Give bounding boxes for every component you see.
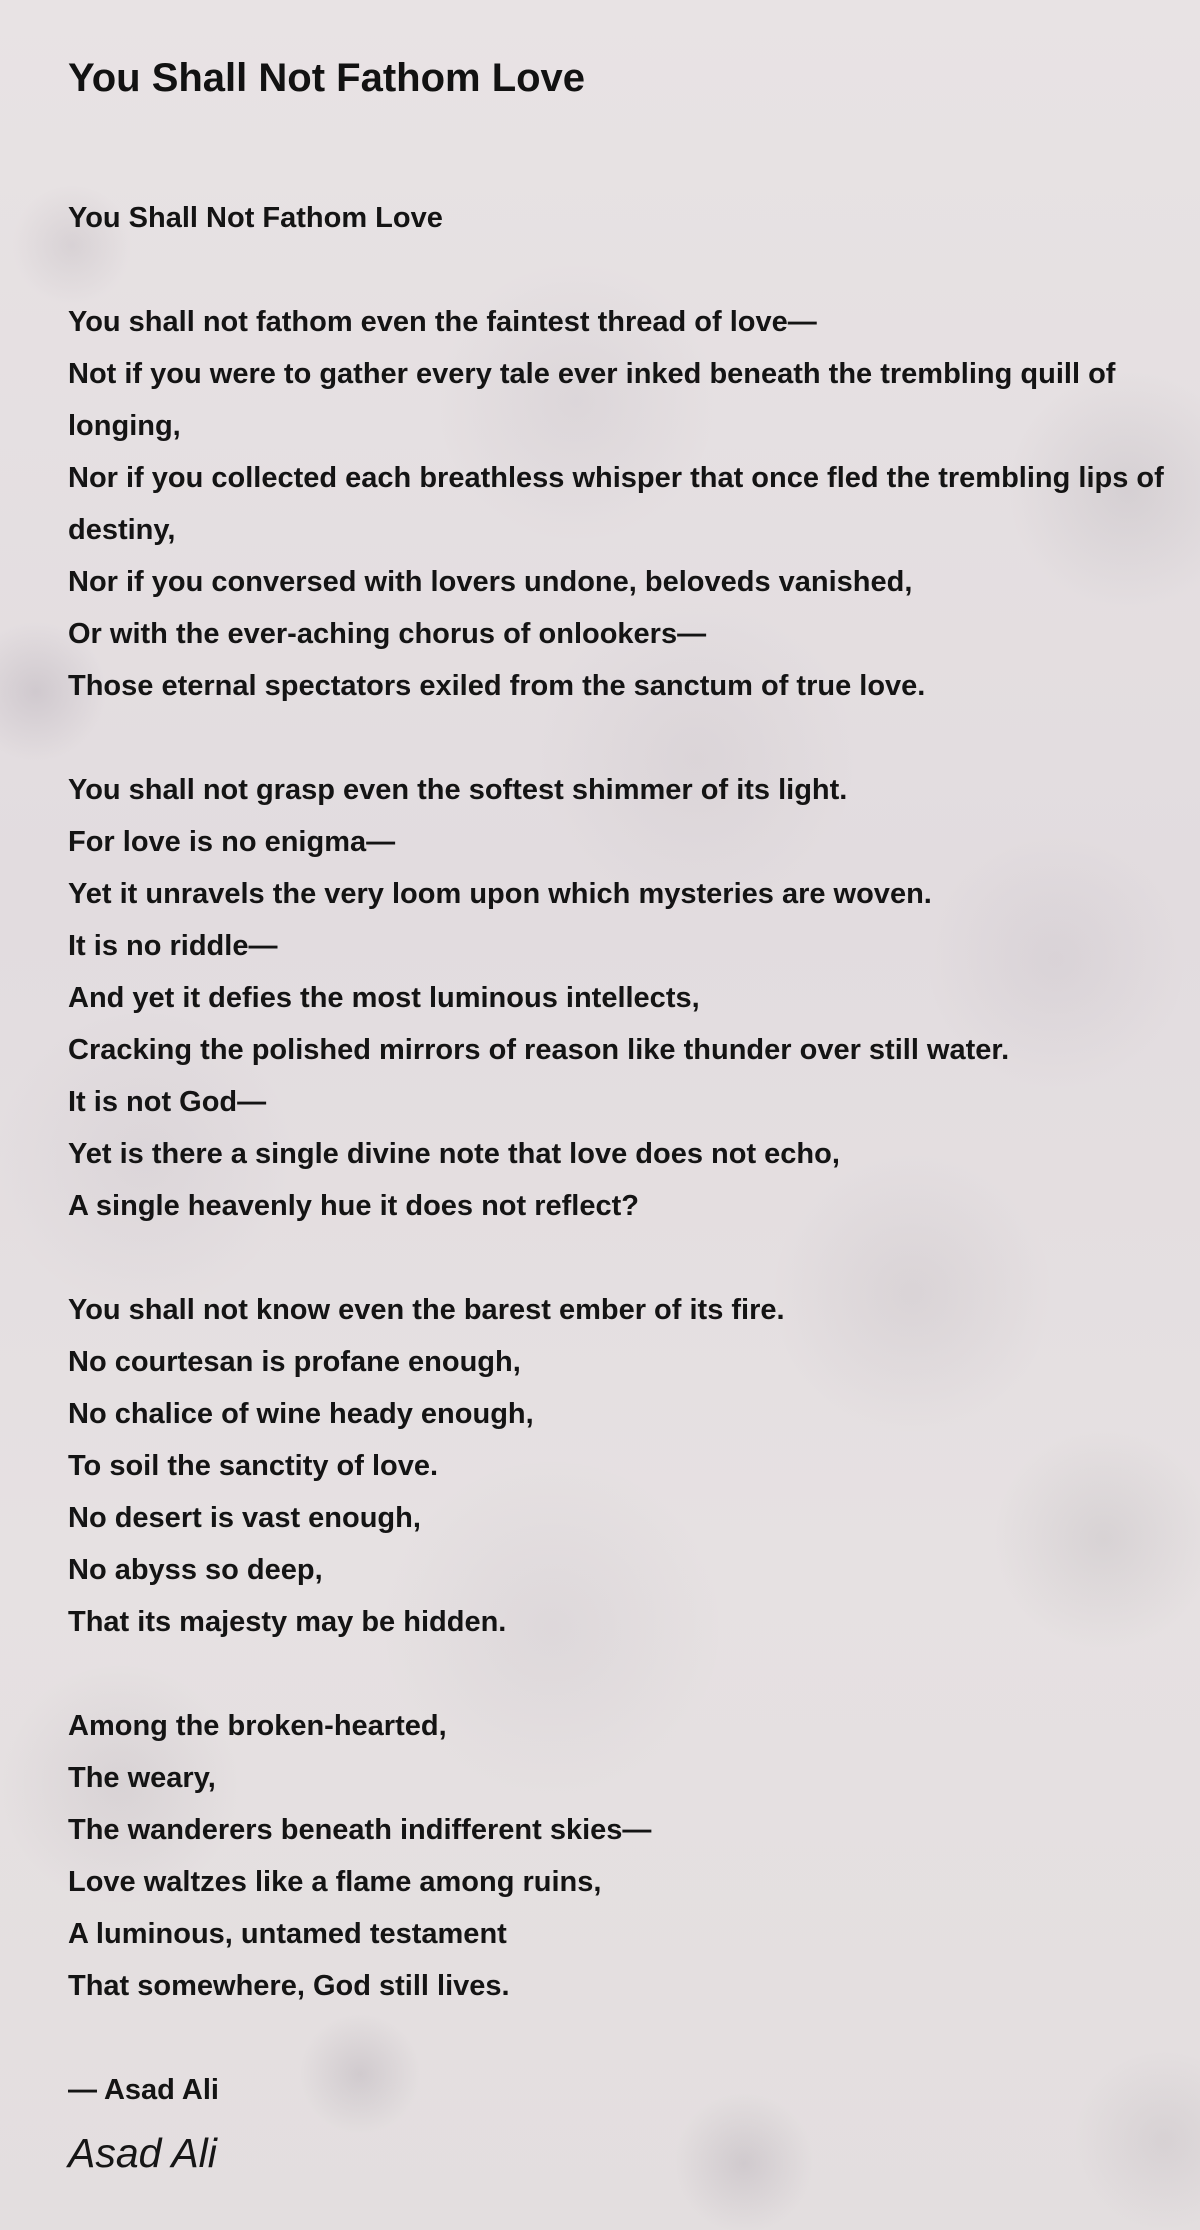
poem-heading: You Shall Not Fathom Love <box>68 202 443 234</box>
stanza-gap <box>68 2012 1168 2064</box>
poem-line: A single heavenly hue it does not reflect? <box>68 1190 639 1222</box>
poem-line: No abyss so deep, <box>68 1554 323 1586</box>
poem-line: Yet is there a single divine note that love does not echo, <box>68 1138 840 1170</box>
poem-line: No courtesan is profane enough, <box>68 1346 521 1378</box>
stanza-gap <box>68 712 1168 764</box>
poem-line: That somewhere, God still lives. <box>68 1970 510 2002</box>
poem-line: Nor if you conversed with lovers undone, beloveds vanished, <box>68 566 913 598</box>
poem-line: The wanderers beneath indifferent skies— <box>68 1814 652 1846</box>
poem-line: You shall not grasp even the softest shimmer of its light. <box>68 774 848 806</box>
author-signature: Asad Ali <box>68 2130 217 2176</box>
stanza-gap <box>68 1232 1168 1284</box>
poem-line: Or with the ever-aching chorus of onlookers— <box>68 618 707 650</box>
poem-line: Among the broken-hearted, <box>68 1710 447 1742</box>
stanza-4 <box>68 1700 1168 2012</box>
poem-line: No chalice of wine heady enough, <box>68 1398 534 1430</box>
poem-line: It is not God— <box>68 1086 267 1118</box>
stanza-gap <box>68 1648 1168 1700</box>
poem-body <box>68 192 1168 2116</box>
stanza-1 <box>68 296 1168 712</box>
page-title: You Shall Not Fathom Love <box>68 56 586 100</box>
poem-line: Those eternal spectators exiled from the sanctum of true love. <box>68 670 926 702</box>
poem-line: To soil the sanctity of love. <box>68 1450 439 1482</box>
poem-line: Not if you were to gather every tale ever inked beneath the trembling quill of longing, <box>68 358 1116 442</box>
poem-line: Cracking the polished mirrors of reason like thunder over still water. <box>68 1034 1010 1066</box>
stanza-3 <box>68 1284 1168 1648</box>
poem-line: Yet it unravels the very loom upon which mysteries are woven. <box>68 878 932 910</box>
poem-line: A luminous, untamed testament <box>68 1918 507 1950</box>
poem-line: You shall not know even the barest ember of its fire. <box>68 1294 785 1326</box>
poem-line: It is no riddle— <box>68 930 278 962</box>
poem-line: And yet it defies the most luminous intellects, <box>68 982 700 1014</box>
poem-line: For love is no enigma— <box>68 826 396 858</box>
poem-line: Nor if you collected each breathless whisper that once fled the trembling lips of destiny, <box>68 462 1164 546</box>
blank-line <box>68 244 1168 296</box>
poem-line: That its majesty may be hidden. <box>68 1606 507 1638</box>
poem-line: No desert is vast enough, <box>68 1502 421 1534</box>
poem-line: The weary, <box>68 1762 216 1794</box>
poem-page <box>68 0 1168 2116</box>
poem-attribution: — Asad Ali <box>68 2074 219 2106</box>
stanza-2 <box>68 764 1168 1232</box>
poem-line: You shall not fathom even the faintest thread of love— <box>68 306 817 338</box>
poem-line: Love waltzes like a flame among ruins, <box>68 1866 602 1898</box>
